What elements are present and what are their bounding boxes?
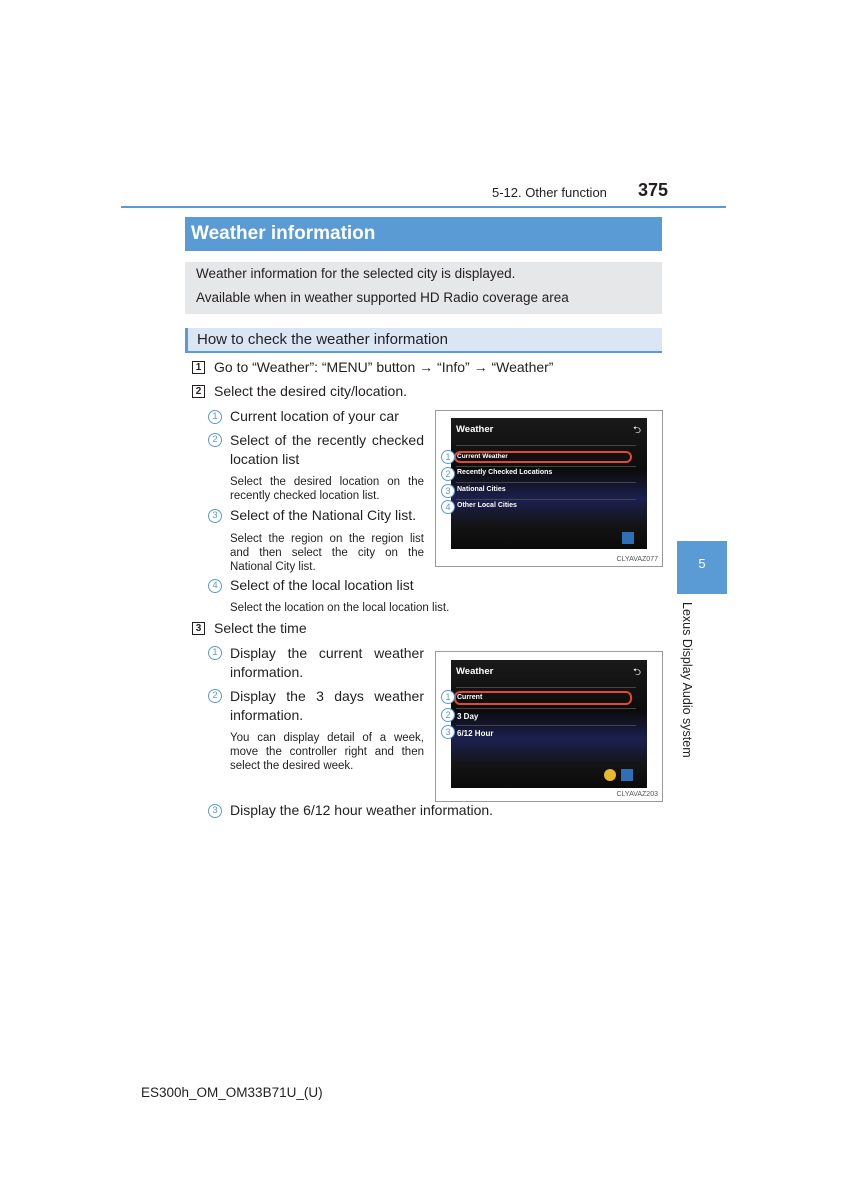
screen-divider (456, 708, 636, 709)
step-number-3: 3 (192, 622, 205, 635)
screen-divider (456, 725, 636, 726)
chapter-tab-number: 5 (677, 541, 727, 594)
subheading-marker (185, 328, 188, 353)
figure-callout-3: 3 (441, 725, 455, 739)
step-3-text: Select the time (214, 620, 307, 636)
weather-time-screen (451, 660, 647, 788)
screen-divider (456, 499, 636, 500)
step2-item-3-marker: 3 (208, 509, 222, 523)
step-number-2: 2 (192, 385, 205, 398)
figure-callout-3: 3 (441, 484, 455, 498)
figure-callout-2: 2 (441, 708, 455, 722)
map-icon (621, 769, 633, 781)
step2-item-1-text: Current location of your car (230, 408, 399, 424)
screen-divider (456, 687, 636, 688)
step2-item-4-marker: 4 (208, 579, 222, 593)
step3-item-2-marker: 2 (208, 689, 222, 703)
screen-divider (456, 482, 636, 483)
header-rule (121, 206, 726, 208)
screen-title: Weather (456, 424, 494, 435)
step2-item-1-marker: 1 (208, 410, 222, 424)
menu-item-national-cities: National Cities (457, 486, 506, 493)
step2-item-2-marker: 2 (208, 433, 222, 447)
screen-divider (456, 466, 636, 467)
weather-time-figure (435, 651, 663, 802)
step-1-text: Go to “Weather”: “MENU” button → “Info” → “Weather” (214, 359, 554, 375)
menu-item-6-12-hour: 6/12 Hour (457, 729, 494, 738)
menu-item-other-local-cities: Other Local Cities (457, 502, 517, 509)
figure-callout-4: 4 (441, 500, 455, 514)
step2-item-2-text: Select of the recently checked location list (230, 432, 424, 467)
screen-title: Weather (456, 666, 494, 677)
step3-item-1-marker: 1 (208, 646, 222, 660)
menu-item-3-day: 3 Day (457, 712, 479, 721)
info-box (185, 262, 662, 314)
back-icon: ⮌ (632, 667, 641, 678)
figure-code: CLYAVAZ203 (616, 791, 658, 798)
subheading: How to check the weather information (185, 328, 662, 353)
step-2-text: Select the desired city/location. (214, 383, 407, 399)
step3-item-1-text: Display the current weather information. (230, 645, 424, 680)
step2-item-2-note: Select the desired location on the recently checked location list. (230, 476, 424, 502)
figure-callout-1: 1 (441, 690, 455, 704)
info-line-2: Available when in weather supported HD Radio coverage area (196, 290, 569, 305)
figure-callout-1: 1 (441, 450, 455, 464)
step2-item-3-note: Select the region on the region list and then select the city on the National City list. (230, 533, 424, 573)
step2-item-3-text: Select of the National City list. (230, 507, 416, 523)
menu-item-recently-checked: Recently Checked Locations (457, 469, 553, 476)
back-icon: ⮌ (632, 425, 641, 436)
page-number: 375 (638, 180, 669, 200)
audio-icon (604, 769, 616, 781)
step-number-1: 1 (192, 361, 205, 374)
step2-item-4-text: Select of the local location list (230, 577, 414, 593)
menu-item-current-weather: Current Weather (457, 453, 508, 460)
step3-item-3-marker: 3 (208, 804, 222, 818)
step3-item-2-note: You can display detail of a week, move the controller right and then select the desired week. (230, 732, 424, 772)
section-label: 5-12. Other function (492, 185, 607, 200)
step3-item-2-text: Display the 3 days weather information. (230, 688, 424, 723)
footer-code: ES300h_OM_OM33B71U_(U) (141, 1085, 323, 1100)
screen-divider (456, 445, 636, 446)
chapter-tab-label: Lexus Display Audio system (680, 602, 694, 758)
weather-menu-screen (451, 418, 647, 549)
step3-item-3-text: Display the 6/12 hour weather information. (230, 802, 494, 818)
step2-item-4-note: Select the location on the local location list. (230, 602, 450, 614)
page-title: Weather information (185, 217, 662, 251)
figure-callout-2: 2 (441, 467, 455, 481)
info-line-1: Weather information for the selected city is displayed. (196, 266, 516, 281)
figure-code: CLYAVAZ077 (616, 556, 658, 563)
menu-item-current: Current (457, 694, 483, 701)
weather-menu-figure (435, 410, 663, 567)
map-icon (622, 532, 634, 544)
